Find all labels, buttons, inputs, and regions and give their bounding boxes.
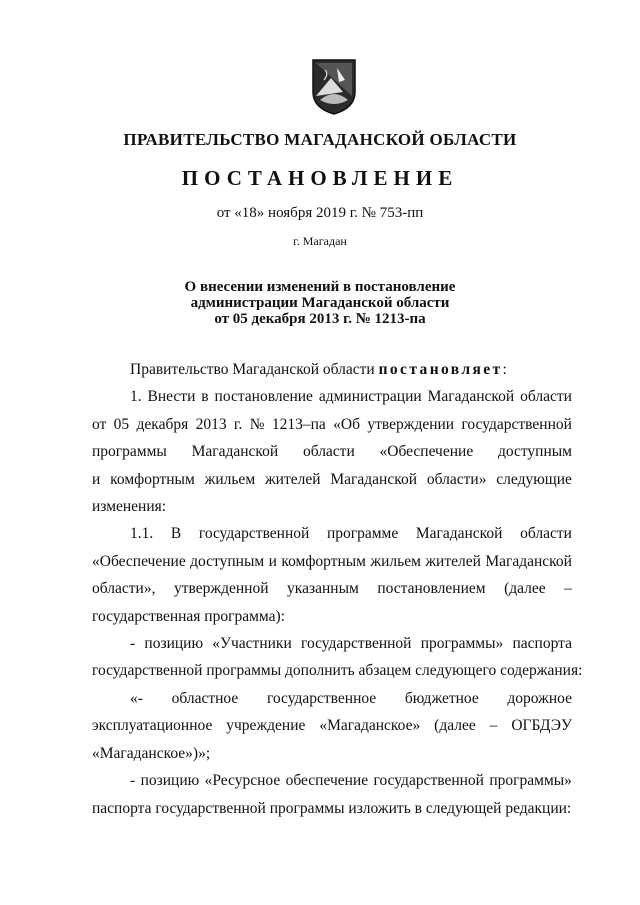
word: дорожное [507, 689, 572, 707]
word: государственное [266, 689, 377, 707]
word: «Участники [212, 635, 292, 653]
word: государственной [461, 415, 572, 433]
word: программе [326, 525, 399, 543]
word: от [92, 415, 107, 433]
document-type: ПОСТАНОВЛЕНИЕ [181, 166, 459, 190]
word: государственной [198, 525, 310, 543]
word: указанным [287, 580, 359, 598]
word: - [130, 635, 136, 653]
paragraph-line: государственная программа): [92, 607, 285, 625]
word: «- [130, 689, 143, 707]
word: следующие [496, 470, 572, 488]
word: администрации [318, 388, 422, 406]
paragraph-line [92, 685, 572, 712]
word: области [302, 443, 355, 461]
word: утверждении [367, 415, 455, 433]
word: государственной [373, 772, 484, 790]
word: 05 [113, 415, 130, 433]
word: 2013 [195, 415, 227, 433]
paragraph-line: государственной программы дополнить абзацем следующего содержания: [92, 662, 583, 680]
date-number-line: от «18» ноября 2019 г. № 753-пп [216, 205, 424, 221]
government-title: ПРАВИТЕЛЬСТВО МАГАДАНСКОЙ ОБЛАСТИ [123, 130, 517, 149]
word: (далее [434, 717, 476, 735]
word: Магаданской [427, 388, 515, 406]
word: позицию [144, 635, 204, 653]
word: жителей [425, 552, 481, 570]
word: комфортным [281, 552, 366, 570]
word: Магаданской [485, 552, 572, 570]
word: «Обеспечение [92, 552, 186, 570]
paragraph-line [92, 411, 572, 438]
word: и [268, 552, 277, 570]
word: бюджетное [404, 689, 479, 707]
word: В [170, 525, 182, 543]
word: 1.1. [130, 525, 154, 543]
document-body [92, 356, 583, 822]
word: утвержденной [174, 580, 269, 598]
word: доступным [190, 552, 265, 570]
word: (далее [504, 580, 546, 598]
paragraph-line [92, 466, 572, 493]
paragraph-line [92, 712, 572, 739]
word: областное [171, 689, 239, 707]
word: «Об [333, 415, 361, 433]
word: № [249, 415, 265, 433]
paragraph-line [92, 383, 572, 410]
word: в [201, 388, 209, 406]
word: 1. [130, 388, 142, 406]
city-line: г. Магадан [293, 234, 347, 248]
intro-paragraph [92, 356, 572, 383]
word: жильем [370, 552, 421, 570]
word: обеспечение [285, 772, 369, 790]
paragraph-line [92, 767, 572, 794]
paragraph-line [92, 575, 572, 602]
word: жильем [204, 470, 256, 488]
word: программы [92, 443, 167, 461]
word: области [520, 525, 572, 543]
subject-line: от 05 декабря 2013 г. № 1213-па [214, 311, 426, 327]
word: 1213–па [271, 415, 326, 433]
paragraph-line [92, 548, 572, 575]
paragraph-line [92, 630, 572, 657]
word: области» [426, 470, 487, 488]
word: области», [92, 580, 156, 598]
paragraph-line: изменения: [92, 498, 167, 516]
word: и [92, 470, 101, 488]
word: доступным [497, 443, 572, 461]
subject-line: О внесении изменений в постановление [184, 279, 456, 295]
word: Магаданской [330, 470, 418, 488]
paragraph-line: «Магаданское»)»; [92, 744, 211, 762]
word: постановлением [377, 580, 486, 598]
paragraph-line [92, 438, 572, 465]
word: ОГБДЭУ [511, 717, 572, 735]
word: «Ресурсное [204, 772, 281, 790]
word: паспорта [512, 635, 572, 653]
paragraph-line: паспорта государственной программы изложить в следующей редакции: [92, 799, 572, 817]
word: комфортным [110, 470, 195, 488]
subject-heading [0, 279, 640, 327]
word: программы» [489, 772, 572, 790]
word: - [130, 772, 136, 790]
word: «Обеспечение [379, 443, 474, 461]
word: Магаданской [191, 443, 279, 461]
subject-line: администрации Магаданской области [190, 295, 450, 311]
word: декабря [136, 415, 189, 433]
word: Магаданской [415, 525, 503, 543]
word: – [564, 580, 572, 598]
intro-prefix: Правительство Магаданской области [130, 361, 375, 378]
word: эксплуатационное [92, 717, 213, 735]
intro-suffix: : [502, 361, 507, 378]
word: «Магаданское» [319, 717, 421, 735]
word: постановление [214, 388, 313, 406]
word: Внести [147, 388, 196, 406]
word: программы» [420, 635, 504, 653]
paragraph-line [92, 520, 572, 547]
coat-of-arms-emblem [311, 58, 357, 116]
word: жителей [264, 470, 321, 488]
word: учреждение [226, 717, 306, 735]
word: позицию [140, 772, 200, 790]
intro-verb: постановляет [378, 361, 503, 378]
word: области [520, 388, 572, 406]
word: г. [233, 415, 243, 433]
word: – [489, 717, 498, 735]
word: государственной [300, 635, 412, 653]
